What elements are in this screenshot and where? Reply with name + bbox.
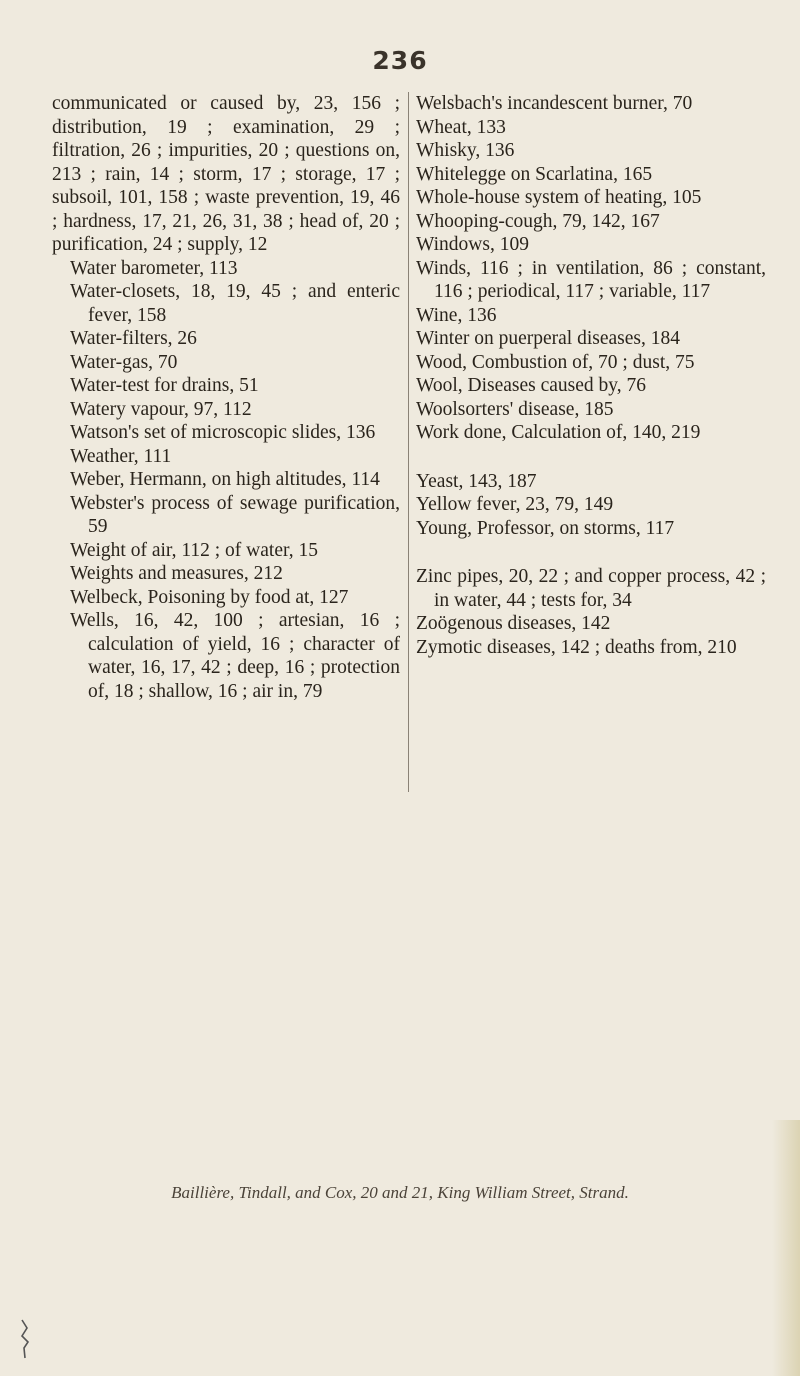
index-entry-water-continued: communicated or caused by, 23, 156 ; distribution, 19 ; examination, 29 ; filtration, 26 ; impurities, 20 ; questions on, 213 ; rain, 14 ; storm, 17 ; storage, 17 ; subsoil, 101, 158 ; waste prevention, 19, 46 ; hardness, 17, 21, 26, 31, 38 ; head of, 20 ; purification, 24 ; supply, 12 bbox=[52, 93, 400, 255]
index-entry: Zymotic diseases, 142 ; deaths from, 210 bbox=[416, 636, 737, 658]
index-entry: Webster's process of sewage purification, 59 bbox=[70, 492, 400, 537]
pencil-mark-icon bbox=[18, 1318, 32, 1360]
index-entry: Water-test for drains, 51 bbox=[70, 375, 259, 396]
index-entry: Watery vapour, 97, 112 bbox=[70, 398, 252, 420]
index-entry: Wells, 16, 42, 100 ; artesian, 16 ; calculation of yield, 16 ; character of water, 16, 17, 42 ; deep, 16 ; protection of, 18 ; shallow, 16 ; air in, 79 bbox=[70, 610, 400, 702]
page-edge-stain bbox=[772, 1120, 800, 1376]
index-entry: Yeast, 143, 187 bbox=[416, 470, 537, 492]
index-entry: Wheat, 133 bbox=[416, 116, 506, 138]
index-entry: Wine, 136 bbox=[416, 304, 497, 326]
index-entry: Wood, Combustion of, 70 ; dust, 75 bbox=[416, 351, 695, 373]
page-number: 236 bbox=[372, 46, 428, 75]
index-entry: Welbeck, Poisoning by food at, 127 bbox=[70, 586, 349, 608]
index-entry: Zinc pipes, 20, 22 ; and copper process, 42 ; in water, 44 ; tests for, 34 bbox=[416, 566, 766, 611]
publisher-imprint: Baillière, Tindall, and Cox, 20 and 21, King William Street, Strand. bbox=[171, 1183, 629, 1202]
index-entry: Winds, 116 ; in ventilation, 86 ; constant, 116 ; periodical, 117 ; variable, 117 bbox=[416, 257, 766, 302]
index-entry: Wool, Diseases caused by, 76 bbox=[416, 375, 647, 396]
letter-gap bbox=[416, 445, 766, 470]
index-column-right bbox=[416, 92, 766, 659]
index-entry: Woolsorters' disease, 185 bbox=[416, 398, 614, 420]
index-entry: Welsbach's incandescent burner, 70 bbox=[416, 93, 693, 114]
index-entry: Water-closets, 18, 19, 45 ; and enteric fever, 158 bbox=[70, 281, 400, 326]
index-entry: Yellow fever, 23, 79, 149 bbox=[416, 494, 614, 515]
index-entry: Weather, 111 bbox=[70, 445, 172, 467]
index-entry: Weight of air, 112 ; of water, 15 bbox=[70, 539, 318, 561]
index-entry: Zoögenous diseases, 142 bbox=[416, 613, 611, 634]
index-entry: Water-filters, 26 bbox=[70, 328, 197, 349]
index-entry: Weights and measures, 212 bbox=[70, 563, 283, 584]
index-entry: Watson's set of microscopic slides, 136 bbox=[70, 422, 376, 443]
index-entry: Work done, Calculation of, 140, 219 bbox=[416, 422, 701, 443]
index-entry: Winter on puerperal diseases, 184 bbox=[416, 328, 681, 349]
index-entry: Whitelegge on Scarlatina, 165 bbox=[416, 163, 653, 185]
index-entry: Young, Professor, on storms, 117 bbox=[416, 517, 675, 539]
index-entry: Water-gas, 70 bbox=[70, 351, 178, 373]
index-column-left bbox=[52, 92, 400, 703]
index-entry: Water barometer, 113 bbox=[70, 257, 238, 279]
letter-gap bbox=[416, 540, 766, 565]
column-divider bbox=[408, 92, 409, 792]
index-entry: Windows, 109 bbox=[416, 234, 529, 255]
index-entry: Whooping-cough, 79, 142, 167 bbox=[416, 210, 660, 232]
index-entry: Whisky, 136 bbox=[416, 140, 515, 161]
index-entry: Whole-house system of heating, 105 bbox=[416, 187, 702, 208]
index-entry: Weber, Hermann, on high altitudes, 114 bbox=[70, 469, 380, 490]
